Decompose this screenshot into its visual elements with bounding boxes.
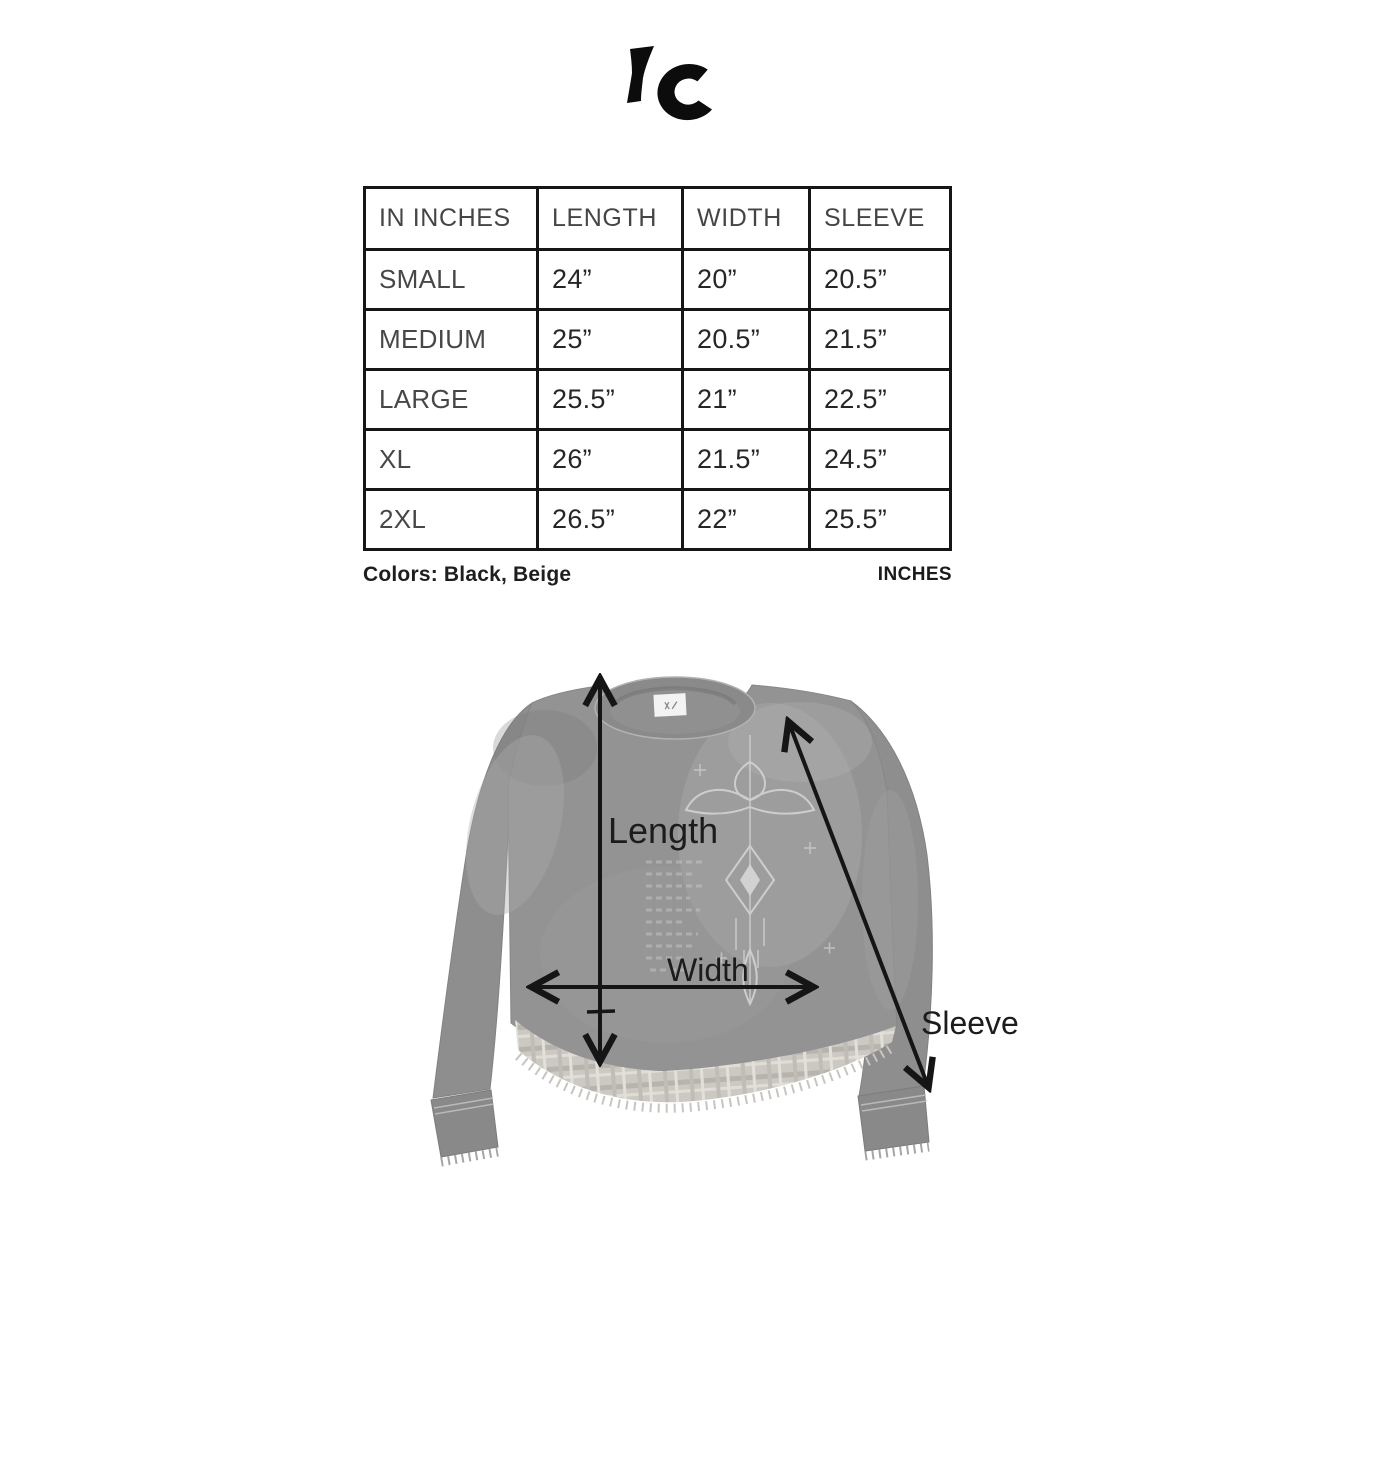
length-tick [587,1011,615,1012]
column-header-in-inches: IN INCHES [366,189,536,248]
column-header-sleeve: SLEEVE [811,189,949,248]
neck-tag [653,693,686,717]
length-value: 25.5” [539,371,681,428]
width-value: 22” [684,491,808,548]
garment-diagram [420,650,1060,1190]
sleeve-value: 25.5” [811,491,949,548]
units-note: INCHES [877,564,952,585]
length-label: Length [608,810,719,851]
width-value: 21” [684,371,808,428]
sleeve-label: Sleeve [921,1005,1019,1041]
sleeve-value: 22.5” [811,371,949,428]
sleeve-value: 21.5” [811,311,949,368]
size-label: MEDIUM [366,311,536,368]
width-value: 20” [684,251,808,308]
right-cuff [858,1086,929,1156]
size-label: XL [366,431,536,488]
length-value: 26.5” [539,491,681,548]
brand-logo [605,35,745,130]
width-value: 21.5” [684,431,808,488]
width-label: Width [667,952,749,988]
column-header-length: LENGTH [539,189,681,248]
sleeve-value: 20.5” [811,251,949,308]
sleeve-value: 24.5” [811,431,949,488]
width-value: 20.5” [684,311,808,368]
logo-letter-l [627,46,654,103]
size-chart-table [363,186,952,551]
length-value: 24” [539,251,681,308]
length-value: 26” [539,431,681,488]
length-value: 25” [539,311,681,368]
column-header-width: WIDTH [684,189,808,248]
colors-note: Colors: Black, Beige [363,563,572,586]
size-label: 2XL [366,491,536,548]
size-label: SMALL [366,251,536,308]
size-label: LARGE [366,371,536,428]
left-cuff [431,1090,498,1162]
logo-letter-c [653,61,715,125]
table-footnotes [363,561,952,589]
